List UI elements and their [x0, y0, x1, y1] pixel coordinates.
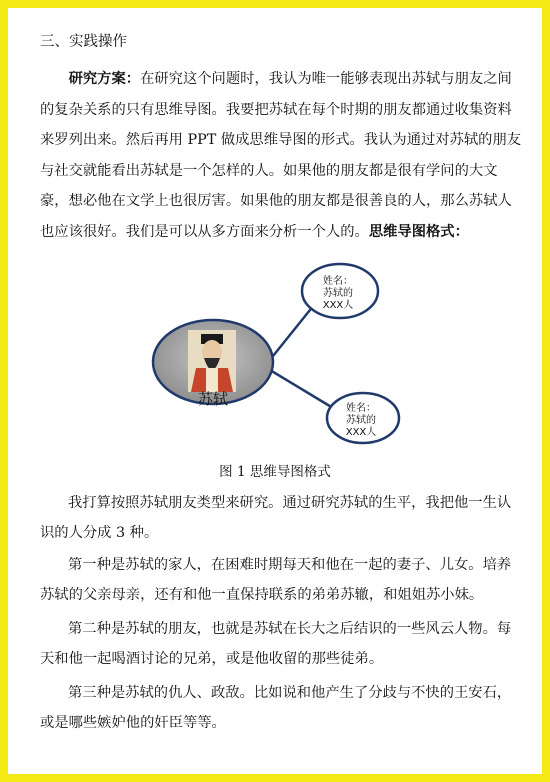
mindmap-node-top-line1: 姓名：: [323, 276, 353, 287]
mindmap-node-bottom-line2: 苏轼的: [346, 415, 376, 426]
research-plan-body: 在研究这个问题时，我认为唯一能够表现出苏轼与朋友之间的复杂关系的只有思维导图。我要把苏轼在每个时期的朋友都通过收集资料来罗列出来。然后再用 PPT 做成思维导图的形式。我认为通过对苏轼的朋友与社交就能看出苏轼是一个怎样的人。如果他的朋友都是很有学问的大文豪，想必他在文学上也很厉害。如果他的朋友都是很善良的人，那么苏轼人也应该很好。我们是可以从多方面来分析一个人的。: [40, 71, 522, 240]
body-paragraph: 第一种是苏轼的家人，在困难时期每天和他在一起的妻子、儿女。培养苏轼的父亲母亲，还有和他一直保持联系的弟弟苏辙，和姐姐苏小妹。: [40, 557, 512, 603]
research-plan-lead: 研究方案：: [68, 71, 141, 87]
figure-caption: 图 1 思维导图格式: [219, 464, 331, 480]
research-plan-paragraph: [40, 64, 522, 247]
mindmap-node-bottom-line3: XXX人: [345, 427, 377, 438]
mindmap-figure: [8, 258, 542, 458]
mindmap-node-bottom-line1: 姓名：: [346, 403, 376, 414]
section-heading: 三、实践操作: [40, 34, 127, 50]
mindmap-node-top-line2: 苏轼的: [323, 288, 353, 299]
sushi-portrait: [188, 330, 236, 392]
body-paragraph: 我打算按照苏轼朋友类型来研究。通过研究苏轼的生平，我把他一生认识的人分成 3 种。: [40, 495, 512, 541]
mindmap-node-top-line3: XXX人: [322, 300, 354, 311]
mindmap-center-label: 苏轼: [197, 390, 229, 408]
document-page: [8, 8, 542, 774]
mindmap-format-label: 思维导图格式：: [368, 223, 469, 240]
body-paragraph: 第二种是苏轼的朋友，也就是苏轼在长大之后结识的一些风云人物。每天和他一起喝酒讨论的兄弟，或是他收留的那些徒弟。: [40, 621, 512, 667]
body-paragraph: 第三种是苏轼的仇人、政敌。比如说和他产生了分歧与不快的王安石，或是哪些嫉妒他的奸臣等等。: [40, 685, 512, 731]
mindmap-edge-bottom: [270, 370, 333, 408]
